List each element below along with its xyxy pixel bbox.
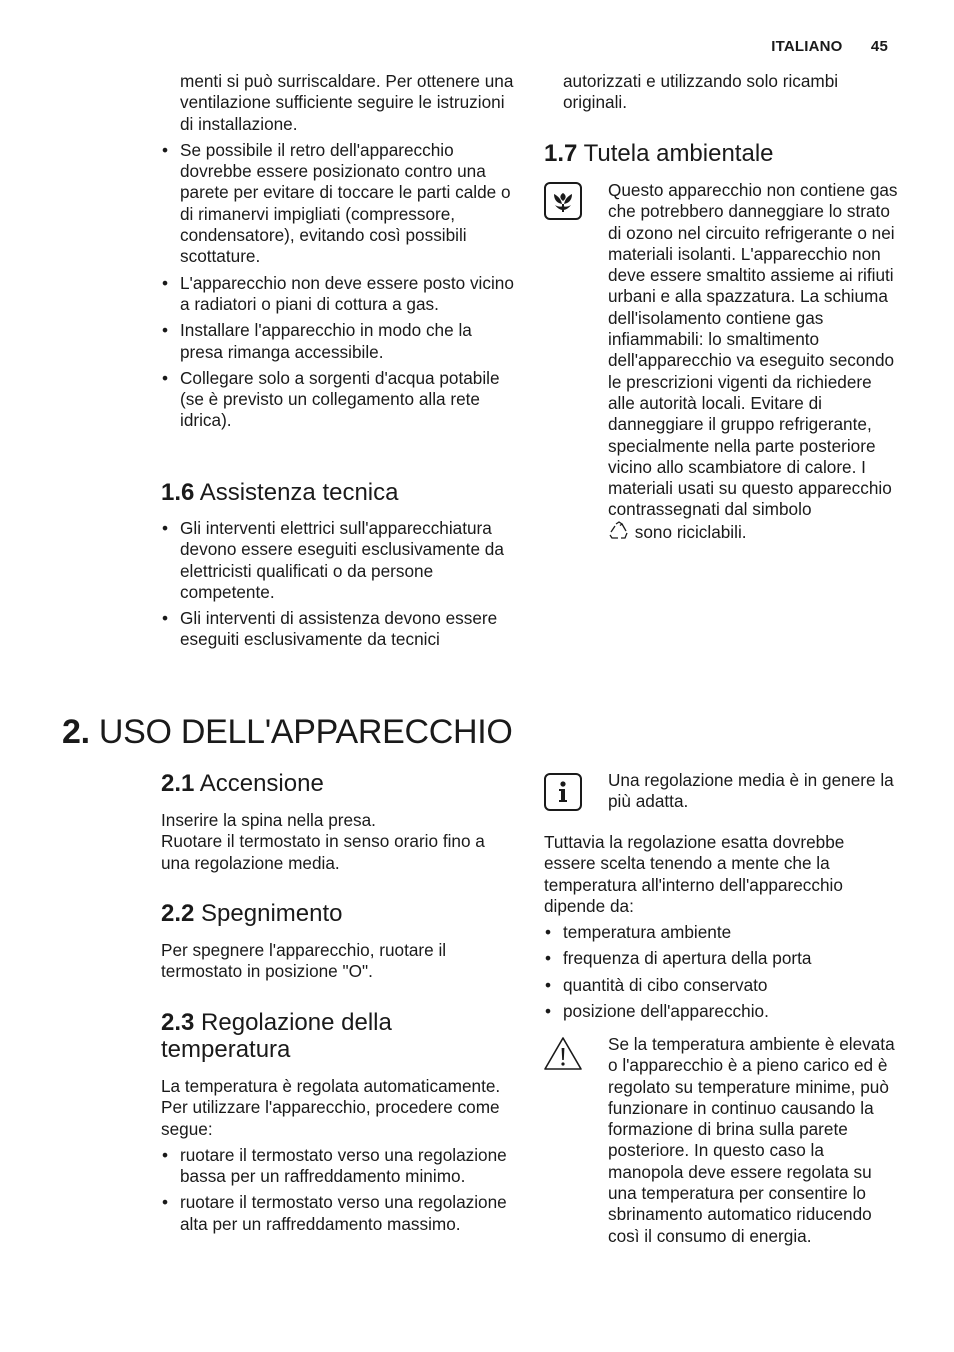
- section-2-2-body: [161, 940, 516, 983]
- language-label: ITALIANO: [771, 38, 843, 55]
- section-heading-2-2: [161, 900, 516, 927]
- list-item: • Gli interventi di assistenza devono essere eseguiti esclusivamente da tecnici: [161, 608, 516, 651]
- section-2-1-body: [161, 810, 516, 874]
- list-item: • ruotare il termostato verso una regolazione alta per un raffreddamento massimo.: [161, 1192, 516, 1235]
- list-item: • frequenza di apertura della porta: [544, 948, 896, 969]
- section-1-6-body: [161, 518, 516, 656]
- environment-leaf-icon: [544, 182, 582, 220]
- list-item: • ruotare il termostato verso una regolazione bassa per un raffreddamento minimo.: [161, 1145, 516, 1188]
- list-item: • Se possibile il retro dell'apparecchio dovrebbe essere posizionato contro una parete per evitare di toccare le parti calde o di rimanervi impigliati (compressore, condensatore), evitando così possibili scottature.: [161, 140, 516, 268]
- section-number: 1.6: [161, 479, 195, 506]
- temperature-dependencies: [544, 832, 896, 1027]
- section-heading-2-1: [161, 770, 516, 797]
- warning-icon: [543, 1036, 583, 1072]
- dependency-bullet-list: [544, 922, 896, 1022]
- list-item: • quantità di cibo conservato: [544, 975, 896, 996]
- assistance-bullet-list: [161, 518, 516, 651]
- list-item: • Installare l'apparecchio in modo che la presa rimanga accessibile.: [161, 320, 516, 363]
- safety-bullet-list: [161, 140, 516, 432]
- list-item: • L'apparecchio non deve essere posto vicino a radiatori o piani di cottura a gas.: [161, 273, 516, 316]
- info-text: Una regolazione media è in genere la più adatta.: [608, 770, 894, 812]
- recycle-icon: [608, 521, 630, 541]
- paragraph: Per utilizzare l'apparecchio, procedere come segue:: [161, 1097, 500, 1139]
- section-title: Assistenza tecnica: [199, 479, 399, 506]
- section-title: Spegnimento: [201, 900, 343, 927]
- warning-text: Se la temperatura ambiente è elevata o l'apparecchio è a pieno carico ed è regolato su temperature minime, può funzionare in continuo causando la formazione di brina sulla parete posteriore. In questo caso la manopola deve essere regolata su una temperatura per consentire lo sbrinamento automatico riducendo così il consumo di energia.: [608, 1034, 895, 1246]
- environment-tail-text: sono riciclabili.: [634, 521, 747, 542]
- paragraph: Ruotare il termostato in senso orario fino a una regolazione media.: [161, 831, 485, 873]
- regulation-bullet-list: [161, 1145, 516, 1235]
- info-note: [608, 770, 898, 813]
- warning-note: [608, 1034, 898, 1247]
- section-heading-1-7: [544, 140, 896, 167]
- left-column-top: [161, 71, 516, 437]
- section-heading-1-6: [161, 479, 516, 506]
- page-number: 45: [870, 38, 888, 55]
- section-heading-2-3: [161, 1009, 461, 1063]
- environment-note: [608, 180, 898, 543]
- section-number: 2.1: [161, 770, 195, 797]
- right-column-top: [563, 71, 897, 114]
- paragraph: Per spegnere l'apparecchio, ruotare il termostato in posizione "O".: [161, 940, 447, 982]
- section-title: Tutela ambientale: [583, 140, 774, 167]
- chapter-title: USO DELL'APPARECCHIO: [98, 713, 513, 751]
- paragraph: La temperatura è regolata automaticamente.: [161, 1076, 501, 1096]
- section-number: 2.2: [161, 900, 195, 927]
- list-item: • temperatura ambiente: [544, 922, 896, 943]
- continuation-paragraph: menti si può surriscaldare. Per ottenere una ventilazione sufficiente seguire le istruzioni di installazione.: [180, 71, 514, 134]
- info-icon: [544, 773, 582, 811]
- chapter-heading: [62, 712, 513, 752]
- environment-text: Questo apparecchio non contiene gas che potrebbero danneggiare lo strato di ozono nel circuito refrigerante o nei materiali isolanti. L'apparecchio non deve essere smaltito assieme ai rifiuti urbani e alla spazzatura. La schiuma dell'isolamento contiene gas infiammabili: lo smaltimento dell'apparecchio va eseguito secondo le prescrizioni vigenti da richiedere alle autorità locali. Evitare di danneggiare il gruppo refrigerante, specialmente nella parte posteriore vicino allo scambiatore di calore. I materiali usati su questo apparecchio contrassegnati dal simbolo: [608, 180, 898, 520]
- list-item: • Gli interventi elettrici sull'apparecchiatura devono essere eseguiti esclusivamente da elettricisti qualificati o da persone competente.: [161, 518, 516, 603]
- continuation-paragraph: autorizzati e utilizzando solo ricambi originali.: [563, 71, 839, 113]
- paragraph: Tuttavia la regolazione esatta dovrebbe essere scelta tenendo a mente che la temperatura all'interno dell'apparecchio dipende da:: [544, 832, 845, 916]
- list-item: • posizione dell'apparecchio.: [544, 1001, 896, 1022]
- page-header: [771, 36, 888, 57]
- section-2-3-body: [161, 1076, 516, 1240]
- section-number: 1.7: [544, 140, 578, 167]
- list-item: • Collegare solo a sorgenti d'acqua potabile (se è previsto un collegamento alla rete idrica).: [161, 368, 516, 432]
- section-title: Regolazione della temperatura: [161, 1009, 392, 1063]
- section-number: 2.3: [161, 1009, 195, 1036]
- paragraph: Inserire la spina nella presa.: [161, 810, 376, 830]
- chapter-number: 2.: [62, 713, 90, 751]
- section-title: Accensione: [199, 770, 324, 797]
